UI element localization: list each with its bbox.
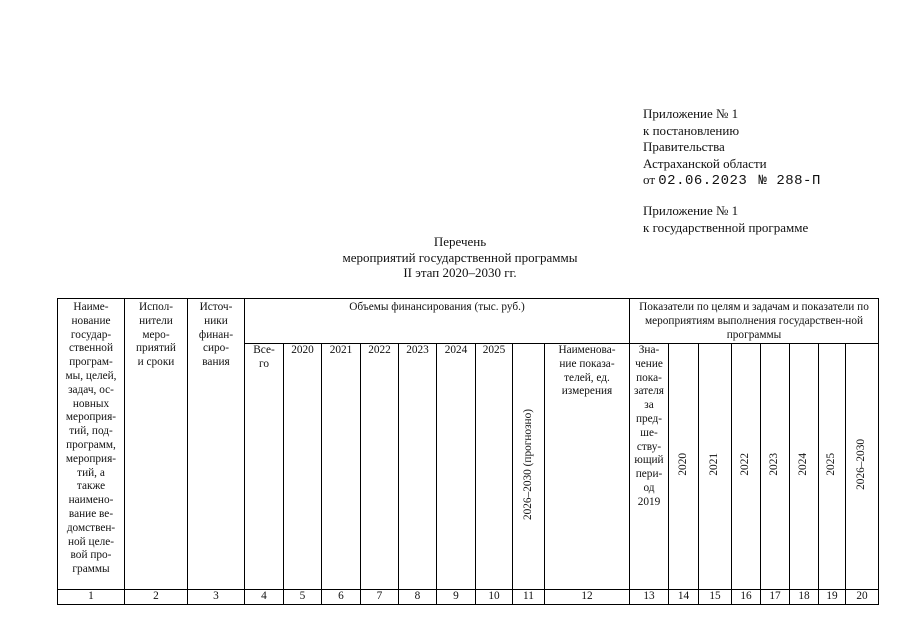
header-executors: Испол- нители меро- приятий и сроки bbox=[125, 299, 188, 590]
header-year: 2024 bbox=[437, 344, 476, 590]
indicator-year-label: 2021 bbox=[708, 452, 721, 476]
header-indicator-year bbox=[669, 344, 699, 590]
header-forecast bbox=[513, 344, 545, 590]
header-year: 2022 bbox=[361, 344, 399, 590]
column-number: 13 bbox=[630, 590, 669, 605]
decree-appendix-block bbox=[643, 106, 821, 190]
column-number: 15 bbox=[699, 590, 732, 605]
column-number: 3 bbox=[188, 590, 245, 605]
column-number: 19 bbox=[819, 590, 846, 605]
header-indicator-name: Наименова- ние показа- телей, ед. измерения bbox=[545, 344, 630, 590]
header-indicator-year bbox=[819, 344, 846, 590]
column-number: 12 bbox=[545, 590, 630, 605]
header-indicators: Показатели по целям и задачам и показатели по мероприятиям выполнения государствен-ной программы bbox=[630, 299, 879, 344]
decree-number: № 288-П bbox=[758, 173, 821, 189]
header-year: 2025 bbox=[476, 344, 513, 590]
column-number: 17 bbox=[761, 590, 790, 605]
column-number: 14 bbox=[669, 590, 699, 605]
header-year: 2021 bbox=[322, 344, 361, 590]
header-indicator-year bbox=[699, 344, 732, 590]
program-appendix-block bbox=[643, 203, 808, 236]
decree-appendix-line: к постановлению bbox=[643, 122, 740, 138]
column-number: 1 bbox=[58, 590, 125, 605]
indicator-year-label: 2022 bbox=[739, 452, 752, 476]
header-indicator-year bbox=[846, 344, 879, 590]
column-number: 4 bbox=[245, 590, 284, 605]
indicator-year-label: 2025 bbox=[825, 452, 838, 476]
title-line: Перечень bbox=[433, 234, 487, 249]
column-number: 2 bbox=[125, 590, 188, 605]
title-line: II этап 2020–2030 гг. bbox=[403, 265, 517, 280]
decree-appendix-line: Астраханской области bbox=[643, 155, 767, 171]
date-prefix: от bbox=[643, 172, 656, 187]
header-year: 2023 bbox=[399, 344, 437, 590]
decree-appendix-line: Приложение № 1 bbox=[643, 106, 739, 121]
header-indicator-year bbox=[790, 344, 819, 590]
column-number: 7 bbox=[361, 590, 399, 605]
decree-date: 02.06.2023 bbox=[658, 173, 748, 189]
header-financing-volumes: Объемы финансирования (тыс. руб.) bbox=[245, 299, 630, 344]
document-title bbox=[250, 234, 670, 281]
header-program-name: Наиме- нование государ- ственной програм- мы, целей, задач, ос- новных мероприя- тий, под- программ, мероприя- тий, а также наимено- вание ве- домствен- ной целе- вой про- граммы bbox=[58, 299, 125, 590]
column-number: 18 bbox=[790, 590, 819, 605]
header-year: 2020 bbox=[284, 344, 322, 590]
indicator-year-label: 2026–2030 bbox=[855, 438, 868, 490]
column-number: 16 bbox=[732, 590, 761, 605]
program-appendix-line: Приложение № 1 bbox=[643, 203, 739, 218]
program-appendix-line: к государственной программе bbox=[643, 219, 809, 235]
header-indicator-base: Зна- чение пока- зателя за пред- ше- ству- ющий пери- од 2019 bbox=[630, 344, 669, 590]
indicator-year-label: 2023 bbox=[768, 452, 781, 476]
header-funding-sources: Источ- ники финан- сиро- вания bbox=[188, 299, 245, 590]
measures-table bbox=[57, 298, 879, 605]
decree-appendix-line: Правительства bbox=[643, 139, 725, 154]
column-number: 6 bbox=[322, 590, 361, 605]
header-total: Все- го bbox=[245, 344, 284, 590]
column-number: 11 bbox=[513, 590, 545, 605]
column-number: 9 bbox=[437, 590, 476, 605]
header-forecast-label: 2026–2030 (прогнозно) bbox=[521, 408, 534, 520]
column-number: 10 bbox=[476, 590, 513, 605]
decree-date-line bbox=[643, 172, 821, 190]
header-indicator-year bbox=[761, 344, 790, 590]
title-line: мероприятий государственной программы bbox=[342, 249, 578, 265]
column-number: 20 bbox=[846, 590, 879, 605]
header-indicator-year bbox=[732, 344, 761, 590]
column-number: 8 bbox=[399, 590, 437, 605]
indicator-year-label: 2024 bbox=[797, 452, 810, 476]
indicator-year-label: 2020 bbox=[676, 452, 689, 476]
column-number: 5 bbox=[284, 590, 322, 605]
